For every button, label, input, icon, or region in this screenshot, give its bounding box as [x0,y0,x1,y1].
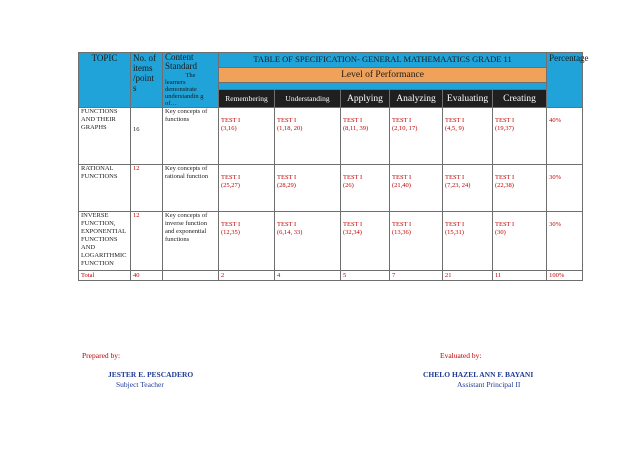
percentage-cell: 40% [547,108,583,165]
understanding-cell: TEST I (6,14, 33) [275,212,341,271]
evaluating-cell: TEST I (15,31) [443,212,493,271]
content-standard-header: Content Standard The learners demonstrate understandin g of… [163,53,219,108]
level-of-performance-header: Level of Performance [219,67,547,83]
table-row [79,165,583,212]
category-evaluating: Evaluating [443,90,493,108]
category-analyzing: Analyzing [390,90,443,108]
creating-cell: TEST I (19,37) [493,108,547,165]
topic-cell: FUNCTIONS AND THEIR GRAPHS [79,108,131,165]
total-remembering: 2 [219,271,275,281]
items-header: No. of items /point s [131,53,163,108]
prepared-by-name: JESTER E. PESCADERO [108,370,194,379]
category-remembering: Remembering [219,90,275,108]
prepared-by-label: Prepared by: [82,351,121,360]
table-of-specification [78,52,589,281]
percentage-cell: 30% [547,212,583,271]
percentage-cell: 30% [547,165,583,212]
category-applying: Applying [341,90,390,108]
header-row [79,53,583,68]
topic-cell: RATIONAL FUNCTIONS [79,165,131,212]
analyzing-cell: TEST I (13,36) [390,212,443,271]
remembering-cell: TEST I (3,16) [219,108,275,165]
total-items: 40 [131,271,163,281]
content-cell: Key concepts of rational function [163,165,219,212]
applying-cell: TEST I (8,11, 39) [341,108,390,165]
items-cell: 12 [131,165,163,212]
total-evaluating: 21 [443,271,493,281]
creating-cell: TEST I (30) [493,212,547,271]
header-spacer [219,83,547,90]
topic-cell: INVERSE FUNCTION, EXPONENTIAL FUNCTIONS AND LOGARITHMIC FUNCTION [79,212,131,271]
evaluating-cell: TEST I (7,23, 24) [443,165,493,212]
total-percentage: 100% [547,271,583,281]
remembering-cell: TEST I (25,27) [219,165,275,212]
table-title: TABLE OF SPECIFICATION- GENERAL MATHEMAATICS GRADE 11 [219,53,547,68]
total-applying: 5 [341,271,390,281]
understanding-cell: TEST I (1,18, 20) [275,108,341,165]
prepared-by-role: Subject Teacher [116,380,164,389]
analyzing-cell: TEST I (2,10, 17) [390,108,443,165]
analyzing-cell: TEST I (21,40) [390,165,443,212]
topic-header: TOPIC [79,53,131,108]
total-analyzing: 7 [390,271,443,281]
items-cell: 12 [131,212,163,271]
applying-cell: TEST I (32,34) [341,212,390,271]
remembering-cell: TEST I (12,35) [219,212,275,271]
table-row [79,108,583,165]
creating-cell: TEST I (22,38) [493,165,547,212]
total-creating: 11 [493,271,547,281]
evaluated-by-signatory [423,370,533,390]
evaluated-by-role: Assistant Principal II [457,380,521,389]
percentage-header: Percentage [547,53,583,108]
evaluating-cell: TEST I (4,5, 9) [443,108,493,165]
table-row [79,212,583,271]
total-row [79,271,583,281]
category-understanding: Understanding [275,90,341,108]
total-understanding: 4 [275,271,341,281]
category-creating: Creating [493,90,547,108]
content-cell: Key concepts of functions [163,108,219,165]
evaluated-by-block [440,351,481,361]
evaluated-by-label: Evaluated by: [440,351,482,360]
total-label: Total [79,271,131,281]
prepared-by-signatory [108,370,193,390]
applying-cell: TEST I (26) [341,165,390,212]
items-cell: 16 [131,108,163,165]
prepared-by-block [82,351,120,361]
total-content-empty [163,271,219,281]
content-cell: Key concepts of inverse function and exponential functions [163,212,219,271]
understanding-cell: TEST I (28,29) [275,165,341,212]
evaluated-by-name: CHELO HAZEL ANN F. BAYANI [423,370,534,379]
